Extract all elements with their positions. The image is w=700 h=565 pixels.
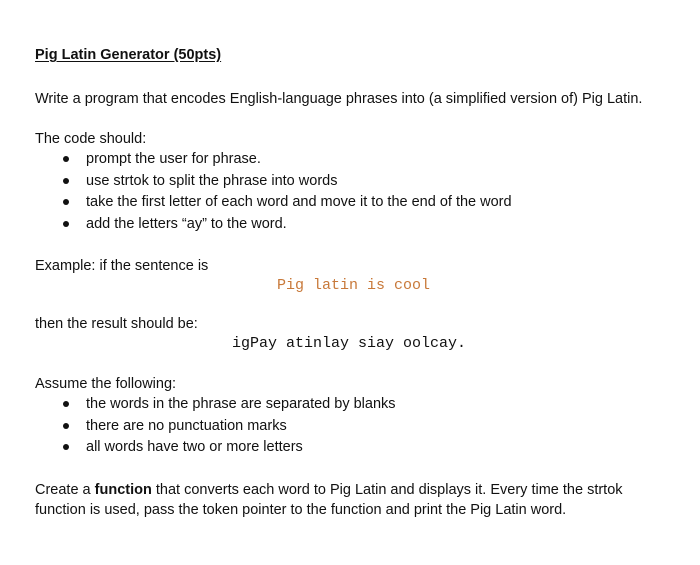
closing-line-1 — [35, 480, 675, 500]
closing-text-rest: that converts each word to Pig Latin and displays it. Every time the strtok — [151, 482, 623, 498]
assumption-item — [63, 437, 396, 459]
bullet-icon — [63, 156, 69, 162]
bullet-icon — [63, 423, 69, 429]
assumptions-list — [63, 394, 396, 459]
requirement-item — [63, 149, 512, 171]
assumption-text: there are no punctuation marks — [86, 417, 287, 434]
intro-paragraph: Write a program that encodes English-language phrases into (a simplified version of) Pig Latin. — [35, 91, 643, 107]
requirements-label: The code should: — [35, 131, 147, 147]
bullet-icon — [63, 401, 69, 407]
closing-line-2: function is used, pass the token pointer to the function and print the Pig Latin word. — [35, 502, 567, 518]
requirements-list — [63, 149, 512, 235]
closing-paragraph — [35, 480, 675, 520]
requirement-item — [63, 171, 512, 193]
bullet-icon — [63, 221, 69, 227]
closing-text-start: Create a — [35, 482, 95, 498]
example-label: Example: if the sentence is — [35, 258, 209, 274]
closing-bold-word: function — [94, 482, 152, 498]
requirement-text: add the letters “ay” to the word. — [86, 215, 287, 232]
example-input-code: Pig latin is cool — [277, 277, 431, 294]
requirement-text: use strtok to split the phrase into words — [86, 172, 338, 189]
requirement-item — [63, 214, 512, 236]
assumptions-label: Assume the following: — [35, 376, 177, 392]
assumption-item — [63, 394, 396, 416]
assumption-item — [63, 416, 396, 438]
assignment-title: Pig Latin Generator (50pts) — [35, 47, 222, 63]
example-output-code: igPay atinlay siay oolcay. — [232, 335, 467, 352]
bullet-icon — [63, 178, 69, 184]
requirement-item — [63, 192, 512, 214]
requirement-text: prompt the user for phrase. — [86, 151, 261, 167]
requirement-text: take the first letter of each word and move it to the end of the word — [86, 194, 512, 210]
result-label: then the result should be: — [35, 316, 198, 332]
assumption-text: the words in the phrase are separated by blanks — [86, 396, 396, 412]
bullet-icon — [63, 199, 69, 205]
assumption-text: all words have two or more letters — [86, 439, 303, 455]
bullet-icon — [63, 444, 69, 450]
